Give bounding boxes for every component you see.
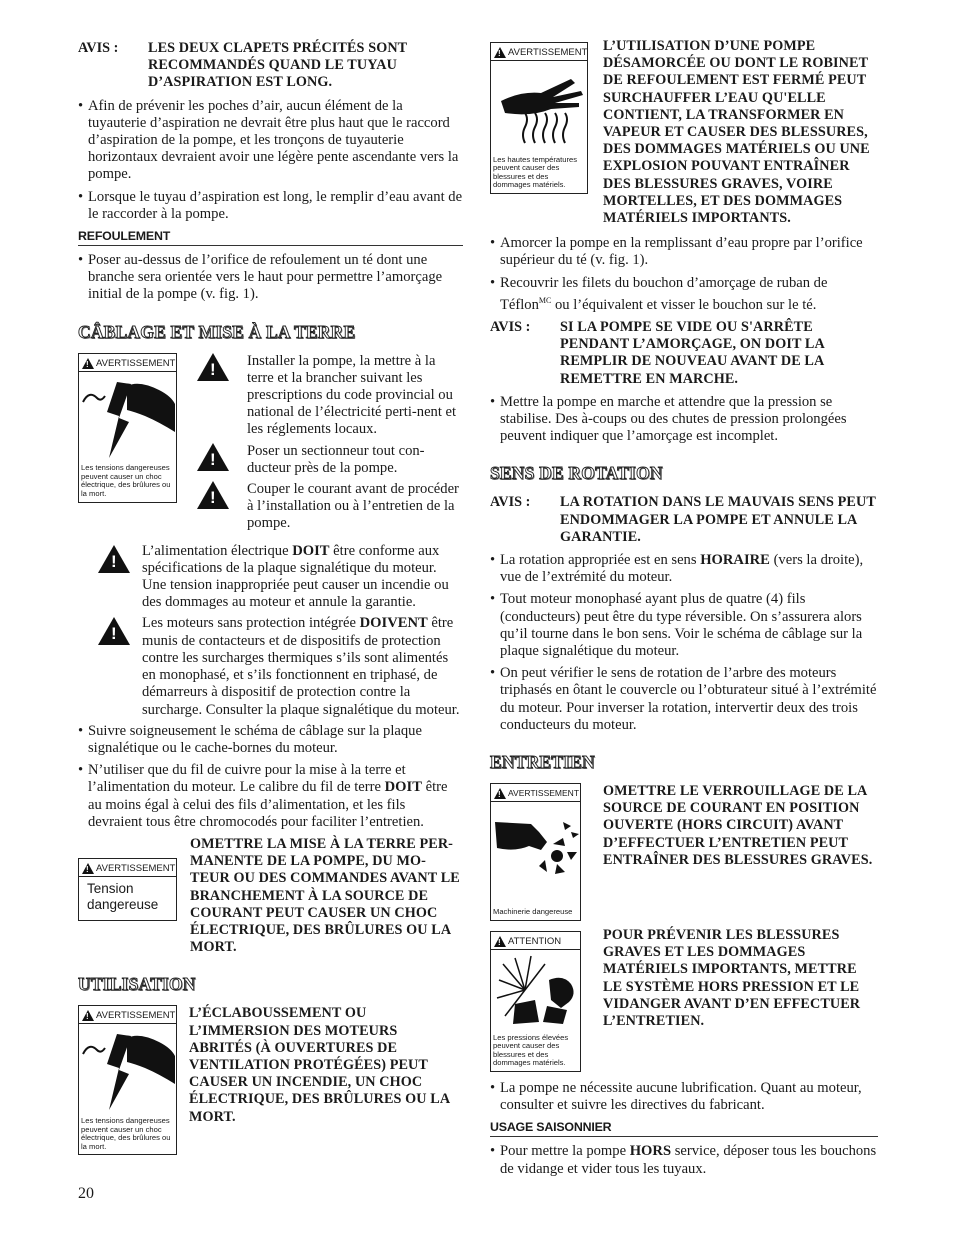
bullet-text: Pour mettre la pompe <box>500 1143 630 1160</box>
avis-text: LES DEUX CLAPETS PRÉCITÉS SONT RECOMMANDÉS QUAND LE TUYAU D’ASPIRATION EST LONG. <box>148 40 407 91</box>
pompe-desamorcee-text: L’UTILISATION D’UNE POMPE DÉSAMORCÉE OU DONT LE ROBINET DE REFOULEMENT EST FERMÉ PEUT SURCHAUFFER L’EAU QU'ELLE CONTIENT, LA TRANSFORMER EN VAPEUR ET CAUSER DES BLESSURES, DES DOMMAGES MATÉRIELS OU UNE EXPLOSION POUVANT ENTRAÎNER DES BLESSURES GRAVES, VOIRE MORTELLES, ET DES DOMMAGES MATÉRIELS IMPORTANTS. <box>603 38 870 227</box>
bullet-monophase: • Tout moteur monophasé ayant plus de quatre (4) fils (conducteurs) peut être du type réversible. On s’assurera alors qu’il tourne dans le bon sens. Voir le schéma de câblage sur la plaque signalétique du moteur. <box>490 591 878 660</box>
usage-saisonnier-heading: USAGE SAISONNIER <box>490 1120 878 1137</box>
warn-list <box>197 353 463 537</box>
warn-item-text: Couper le courant avant de procéder à l’installation ou à l’entretien de la pompe. <box>247 481 459 532</box>
bullet-text: La rotation appropriée est en sens <box>500 551 701 568</box>
cablage-warning-block <box>78 353 463 537</box>
label-caption: Les pressions élevées peuvent causer des blessures et des dommages matériels. <box>493 1032 569 1068</box>
warning-triangle-icon <box>494 788 506 799</box>
machinery-warning-label <box>490 783 581 921</box>
bullet-text: être au moins égal à celui des fils d’alimentation, et les fils devraient tous être chromocodés pour faciliter l’entretien. <box>88 779 448 830</box>
utilisation-heading: UTILISATION <box>78 974 196 995</box>
electric-warning-label <box>78 353 177 503</box>
trademark-sup: MC <box>538 295 552 305</box>
machinery-hand-icon <box>491 802 580 892</box>
bullet-remplir: • Lorsque le tuyau d’aspiration est long, le remplir d’eau avant de le raccorder à la pompe. <box>78 189 463 223</box>
cablage-heading: CÂBLAGE ET MISE À LA TERRE <box>78 321 356 342</box>
bullet-lubrification: • La pompe ne nécessite aucune lubrification. Quant au moteur, consulter et suivre les directives du fabricant. <box>490 1080 878 1114</box>
avis-note <box>490 319 878 388</box>
warn-text: être conforme aux spécifications de la plaque signalétique du moteur. Une tension inappropriée peut causer un incendie ou des dommages au moteur et annule la garantie. <box>142 542 449 611</box>
warn-text: être munis de contacteurs et de dispositifs de protection contre les surcharges thermiques s’ils sont alimentés en monophasé, et s’ils fonctionnent en triphasé, de démarreurs à dispositif de protection contre la surcharge. Consulter la plaque signalétique du moteur. <box>142 615 460 718</box>
bullet-marche: • Mettre la pompe en marche et attendre que la pression se stabilise. Des à-coups ou des chutes de pression prolongées peuvent indiquer que l’amorçage est incomplet. <box>490 394 878 446</box>
left-column <box>78 38 463 1155</box>
eclaboussement-text: L’ÉCLABOUSSEMENT OU L’IMMERSION DES MOTEURS ABRITÉS (À OUVERTURES DE VENTILATION PROTÉGÉES) PEUT CAUSER UN INCENDIE, UN CHOC ÉLECTRIQUE, DES BRÛLURES OU LA MORT. <box>189 1005 450 1125</box>
warn-item-text: Installer la pompe, la mettre à la terre et la brancher suivant les prescriptions du code provincial ou national de l’électricité perti-nent et les réglements locaux. <box>247 352 457 438</box>
omettre-terre-text: OMETTRE LA MISE À LA TERRE PER-MANENTE DE LA POMPE, DU MO-TEUR OU DES COMMANDES AVANT LE BRANCHEMENT À LA SOURCE DE COURANT PEUT CAUSER UN CHOC ÉLECTRIQUE, DES BRÛLURES OU LA MORT. <box>190 835 460 956</box>
label-head <box>491 43 587 61</box>
avis-note <box>78 40 463 92</box>
bullet-teflon <box>490 275 878 314</box>
machinerie-warning-block <box>490 783 878 921</box>
warning-triangle-icon <box>82 1010 94 1021</box>
omettre-verrou-text: OMETTRE LE VERROUILLAGE DE LA SOURCE DE COURANT EN POSITION OUVERTE (HORS CIRCUIT) AVANT D’EFFECTUER L’ENTRETIEN PEUT ENTRAÎNER DES BLESSURES GRAVES. <box>603 782 873 868</box>
bullet-text: ou l’équivalent et visser le bouchon sur le té. <box>551 296 817 313</box>
entretien-heading: ENTRETIEN <box>490 751 595 772</box>
avis-label: AVIS : <box>78 40 119 56</box>
bullet-text: (vers la droite), vue de l’extrémité du moteur. <box>500 551 864 586</box>
warn-text: Les moteurs sans protection intégrée <box>142 615 360 632</box>
label-head-text: AVERTISSEMENT <box>96 357 176 369</box>
bullet-refoulement: • Poser au-dessus de l’orifice de refoulement un té dont une branche sera orientée vers le haut pour permettre l’amorçage initial de la pompe (v. fig. 1). <box>78 252 463 304</box>
bullet-emphasis: HORAIRE <box>700 551 770 568</box>
electric-shock-icon <box>79 372 176 464</box>
warning-icon <box>197 481 229 509</box>
avis-label: AVIS : <box>490 494 531 511</box>
page-number: 20 <box>78 1185 94 1202</box>
tension-label <box>78 858 177 921</box>
label-head-text: AVERTISSEMENT <box>96 862 176 874</box>
label-head-text: AVERTISSEMENT <box>508 788 580 799</box>
avis-label: AVIS : <box>490 318 531 335</box>
label-head <box>79 1006 176 1024</box>
electric-warning-label <box>78 1005 177 1155</box>
pressure-caution-label <box>490 931 581 1072</box>
bullet-emphasis: DOIT <box>384 779 422 796</box>
bullet-hors-service <box>490 1143 878 1177</box>
warn-emphasis: DOIT <box>292 542 330 559</box>
warn-alimentation <box>78 543 463 612</box>
label-caption: Les tensions dangereuses peuvent causer un choc électrique, des brûlures ou la mort. <box>81 1115 171 1151</box>
bullet-text: Recouvrir les filets du bouchon d’amorçage de ruban de Téflon <box>500 274 828 313</box>
label-head-text: ATTENTION <box>508 935 562 947</box>
warn-item-text: Poser un sectionneur tout con-ducteur près de la pompe. <box>247 442 425 476</box>
warning-icon <box>197 443 229 471</box>
label-body: Tension dangereuse <box>87 880 159 912</box>
bullet-poches-air: • Afin de prévenir les poches d’air, aucun élément de la tuyauterie d’aspiration ne devrait être plus haut que le raccord d’aspiration de la pompe, et les tronçons de tuyauterie horizontaux devraient avoir une légère pente ascendante vers la pompe. <box>78 98 463 184</box>
warning-triangle-icon <box>494 47 506 58</box>
label-head <box>79 859 176 877</box>
pressure-explosion-icon <box>491 950 580 1030</box>
warn-item <box>197 443 463 477</box>
label-caption: Les tensions dangereuses peuvent causer un choc électrique, des brûlures ou la mort. <box>81 463 171 499</box>
bullet-triphase: • On peut vérifier le sens de rotation de l’arbre des moteurs triphasés en ôtant le couvercle ou l’obturateur situé à l’extrémité du moteur. Pour inverser la rotation, intervertir deux des trois conducteurs du moteur. <box>490 665 878 734</box>
warn-moteurs <box>78 615 463 718</box>
warning-icon <box>98 617 130 645</box>
warning-icon <box>197 353 229 381</box>
utilisation-warning-block <box>78 1005 463 1155</box>
warn-emphasis: DOIVENT <box>359 615 428 632</box>
pression-warning-block <box>490 926 878 1072</box>
avis-text: SI LA POMPE SE VIDE OU S'ARRÊTE PENDANT L’AMORÇAGE, ON DOIT LA REMPLIR DE NOUVEAU AVANT DE LA REMETTRE EN MARCHE. <box>560 318 825 387</box>
warning-icon <box>98 545 130 573</box>
hot-warning-block <box>490 38 878 227</box>
bullet-text: service, déposer tous les bouchons de vidange et vider tous les tuyaux. <box>500 1143 877 1177</box>
label-caption: Machinerie dangereuse <box>493 907 573 917</box>
label-head-text: AVERTISSEMENT <box>508 47 588 58</box>
refoulement-heading: REFOULEMENT <box>78 229 463 246</box>
bullet-text: N’utiliser que du fil de cuivre pour la mise à la terre et l’alimentation du moteur. Le calibre du fil de terre <box>88 762 406 796</box>
bullet-amorcer: • Amorcer la pompe en la remplissant d’eau propre par l’orifice supérieur du té (v. fig. 1). <box>490 235 878 269</box>
avis-note <box>490 494 878 546</box>
warn-item <box>197 353 463 439</box>
warning-triangle-icon <box>494 936 506 947</box>
right-column <box>490 38 878 1183</box>
hot-hand-icon <box>491 61 587 151</box>
label-caption: Les hautes températures peuvent causer des blessures et des dommages matériels. <box>493 154 578 190</box>
terre-warning-block <box>78 836 463 956</box>
bullet-schema: • Suivre soigneusement le schéma de câblage sur la plaque signalétique ou le cache-bornes du moteur. <box>78 723 463 757</box>
bullet-horaire <box>490 552 878 586</box>
bullet-emphasis: HORS <box>629 1143 672 1160</box>
electric-shock-icon <box>79 1024 176 1116</box>
prevenir-text: POUR PRÉVENIR LES BLESSURES GRAVES ET LES DOMMAGES MATÉRIELS IMPORTANTS, METTRE LE SYSTÈME HORS PRESSION ET LE VIDANGER AVANT D’EN EFFECTUER L’ENTRETIEN. <box>603 926 861 1029</box>
label-head <box>79 354 176 372</box>
bullet-cuivre <box>78 762 463 831</box>
warn-item <box>197 481 463 533</box>
avis-text: LA ROTATION DANS LE MAUVAIS SENS PEUT ENDOMMAGER LA POMPE ET ANNULE LA GARANTIE. <box>560 494 876 545</box>
warning-triangle-icon <box>82 863 94 874</box>
label-head-text: AVERTISSEMENT <box>96 1010 176 1022</box>
label-head <box>491 932 580 950</box>
label-head <box>491 784 580 802</box>
hot-temperature-label <box>490 42 588 194</box>
warn-text: L’alimentation électrique <box>142 542 293 559</box>
warning-triangle-icon <box>82 358 94 369</box>
sens-rotation-heading: SENS DE ROTATION <box>490 463 663 484</box>
